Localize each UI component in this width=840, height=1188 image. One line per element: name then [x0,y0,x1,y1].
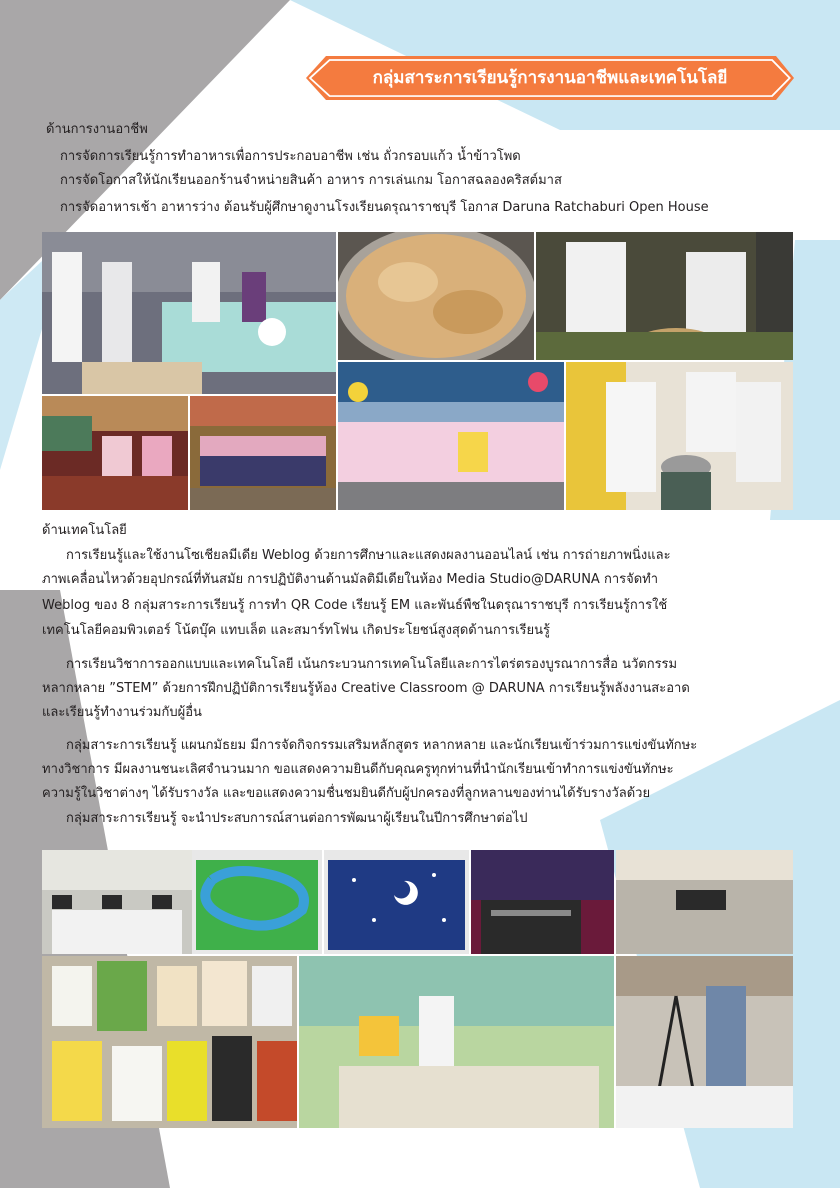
banner-title: กลุ่มสาระการเรียนรู้การงานอาชีพและเทคโนโลยี [372,68,728,88]
photo-game-screen [192,850,322,954]
tech-heading: ด้านเทคโนโลยี [42,523,127,538]
tech-line-8: กลุ่มสาระการเรียนรู้ แผนกมัธยม มีการจัดกิจกรรมเสริมหลักสูตร หลากหลาย และนักเรียนเข้าร่วมการแข่งขันทักษะ [66,738,698,753]
photo-food-stall [42,232,336,394]
tech-line-11: กลุ่มสาระการเรียนรู้ จะนำประสบการณ์สานต่อการพัฒนาผู้เรียนในปีการศึกษาต่อไป [66,811,528,826]
photo-group-students [190,396,336,510]
tech-line-2: ภาพเคลื่อนไหวด้วยอุปกรณ์ที่ทันสมัย การปฏิบัติงานด้านมัลติมีเดียในห้อง Media Studio@DARUNA การจัดทำ [42,572,659,587]
tech-line-7: และเรียนรู้ทำงานร่วมกับผู้อื่น [42,705,202,720]
career-heading: ด้านการงานอาชีพ [46,122,148,137]
tech-line-9: ทางวิชาการ มีผลงานชนะเลิศจำนวนมาก ขอแสดงความยินดีกับคุณครูทุกท่านที่นำนักเรียนเข้าทำการแข่งขันทักษะ [42,762,674,777]
photo-video-camera [616,850,793,954]
tech-line-5: การเรียนวิชาการออกแบบและเทคโนโลยี เน้นกระบวนการเทคโนโลยีและการไตร่ตรองบูรณาการสื่อ นวัตกรรม [66,657,678,672]
tech-line-1: การเรียนรู้และใช้งานโซเชียลมีเดีย Weblog ด้วยการศึกษาและแสดงผลงานออนไลน์ เช่น การถ่ายภาพนิ่งและ [66,548,671,563]
photo-stove-cooking [566,362,793,510]
photo-presentation-room [299,956,614,1128]
career-line-3: การจัดอาหารเช้า อาหารว่าง ต้อนรับผู้ศึกษาดูงานโรงเรียนดรุณาราชบุรี โอกาส Daruna Ratchaburi Open House [60,200,709,215]
tech-line-4: เทคโนโลยีคอมพิวเตอร์ โน้ตบุ๊ค แทบเล็ต และสมาร์ทโฟน เกิดประโยชน์สูงสุดด้านการเรียนรู้ [42,623,550,638]
photo-brochures [42,956,297,1128]
tech-line-6: หลากหลาย ”STEM” ด้วยการฝึกปฏิบัติการเรียนรู้ห้อง Creative Classroom @ DARUNA การเรียนรู้พลังงานสะอาด [42,681,690,696]
photo-christmas-line [338,362,564,510]
tech-line-10: ความรู้ในวิชาต่างๆ ได้รับรางวัล และขอแสดงความชื่นชมยินดีกับผู้ปกครองที่ลูกหลานของท่านได้รับรางวัลด้วย [42,786,651,801]
photo-students-cooking [536,232,793,360]
section-banner [306,56,794,100]
tech-line-3: Weblog ของ 8 กลุ่มสาระการเรียนรู้ การทำ QR Code เรียนรู้ EM และพันธ์พืชในดรุณาราชบุรี การเรียนรู้การใช้ [42,598,668,613]
career-line-2: การจัดโอกาสให้นักเรียนออกร้านจำหน่ายสินค้า อาหาร การเล่นเกม โอกาสฉลองคริสต์มาส [60,173,562,188]
photo-tripod-filming [616,956,793,1128]
photo-blog-screen [471,850,614,954]
photo-computer-lab [42,850,192,954]
career-line-1: การจัดการเรียนรู้การทำอาหารเพื่อการประกอบอาชีพ เช่น ถั่วกรอบแก้ว น้ำข้าวโพด [60,149,521,164]
photo-peanuts-pan [338,232,534,360]
photo-christmas-market [42,396,188,510]
photo-night-animation [324,850,469,954]
